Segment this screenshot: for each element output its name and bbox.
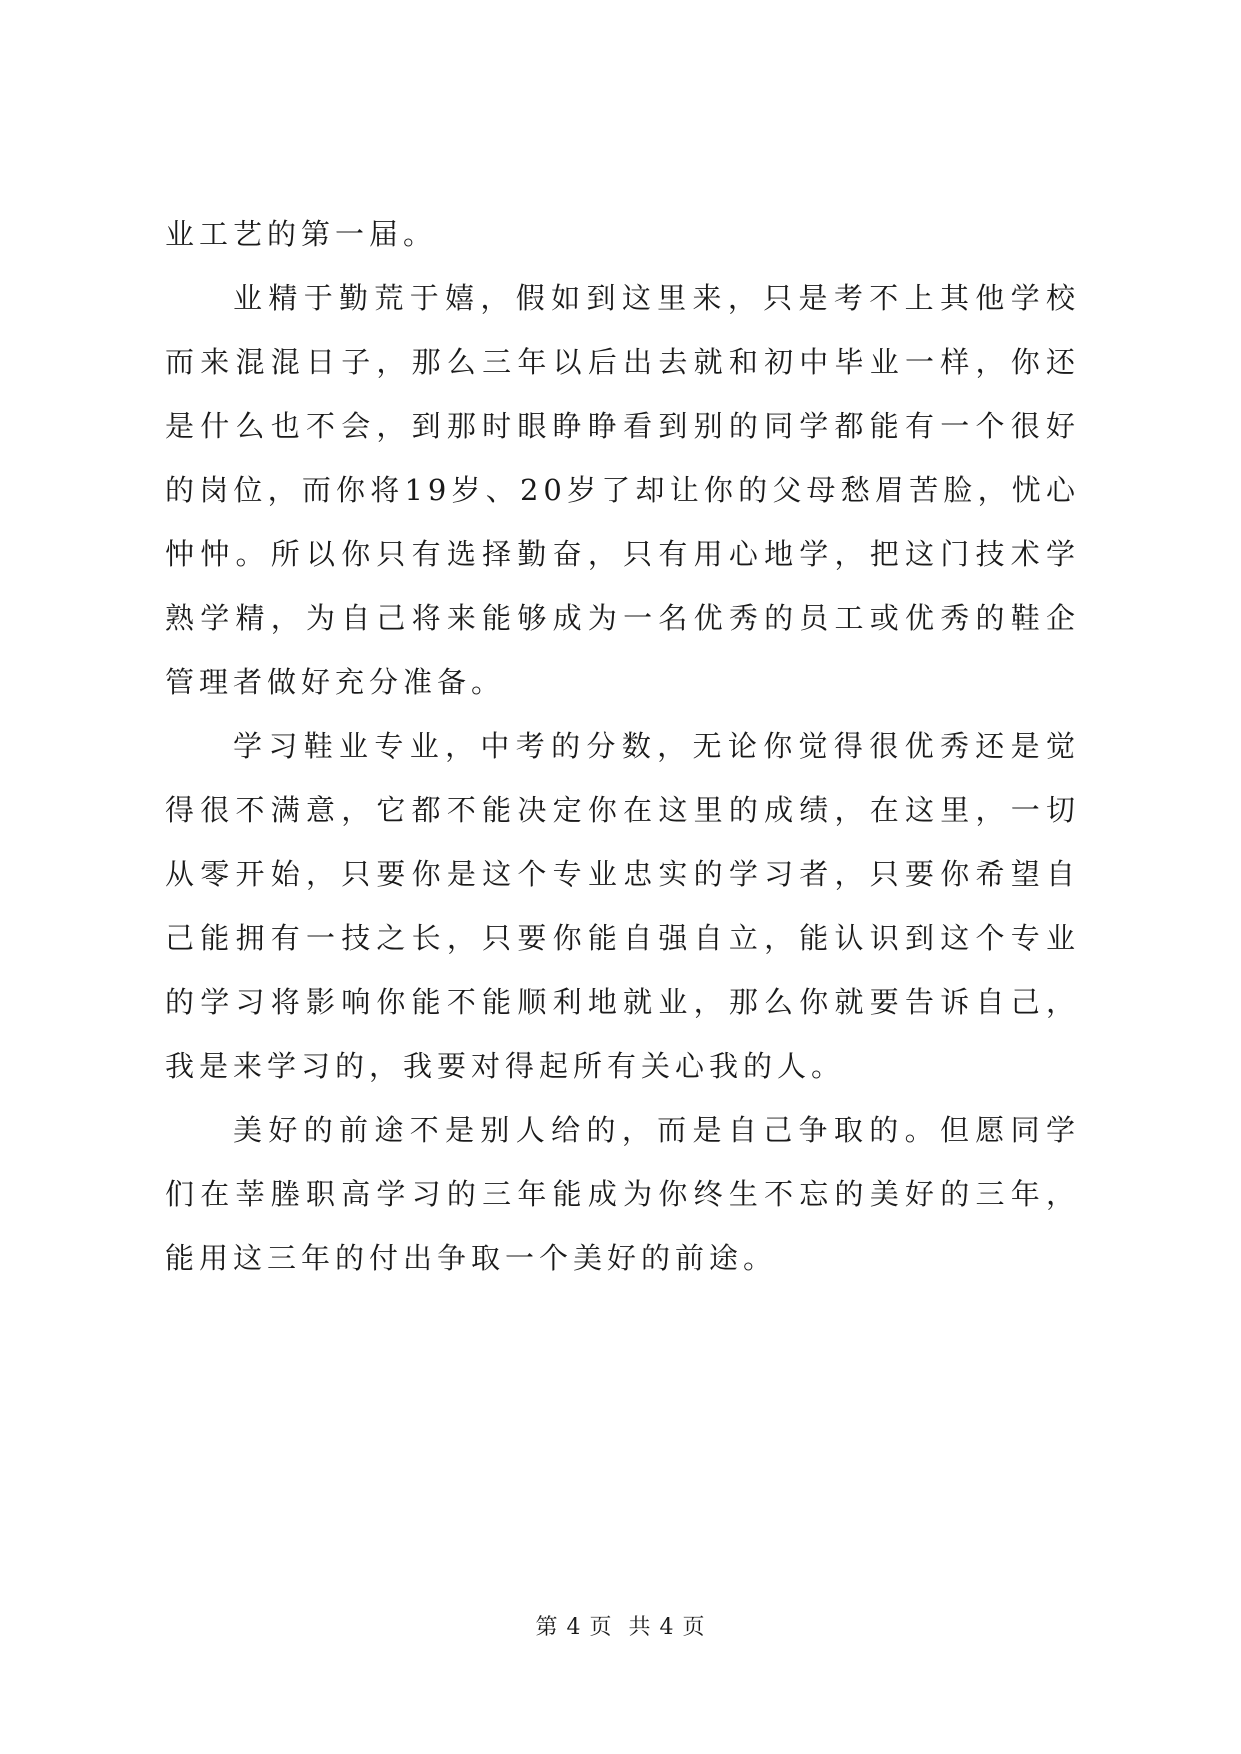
paragraph-4: 美好的前途不是别人给的，而是自己争取的。但愿同学们在莘塍职高学习的三年能成为你终生不忘的美好的三年，能用这三年的付出争取一个美好的前途。: [165, 1113, 1080, 1275]
paragraph-2: 业精于勤荒于嬉，假如到这里来，只是考不上其他学校而来混混日子，那么三年以后出去就和初中毕业一样，你还是什么也不会，到那时眼睁睁看到别的同学都能有一个很好的岗位，而你将19岁、20岁了却让你的父母愁眉苦脸，忧心忡忡。所以你只有选择勤奋，只有用心地学，把这门技术学熟学精，为自己将来能够成为一名优秀的员工或优秀的鞋企管理者做好充分准备。: [165, 281, 1080, 699]
page-number-label: 第 4 页 共 4 页: [535, 1615, 706, 1640]
paragraph-3: 学习鞋业专业，中考的分数，无论你觉得很优秀还是觉得很不满意，它都不能决定你在这里的成绩，在这里，一切从零开始，只要你是这个专业忠实的学习者，只要你希望自己能拥有一技之长，只要你能自强自立，能认识到这个专业的学习将影响你能不能顺利地就业，那么你就要告诉自己，我是来学习的，我要对得起所有关心我的人。: [165, 729, 1080, 1083]
page-footer: [0, 1610, 1241, 1641]
document-body: [165, 202, 1080, 1290]
paragraph-1: 业工艺的第一届。: [165, 217, 438, 251]
